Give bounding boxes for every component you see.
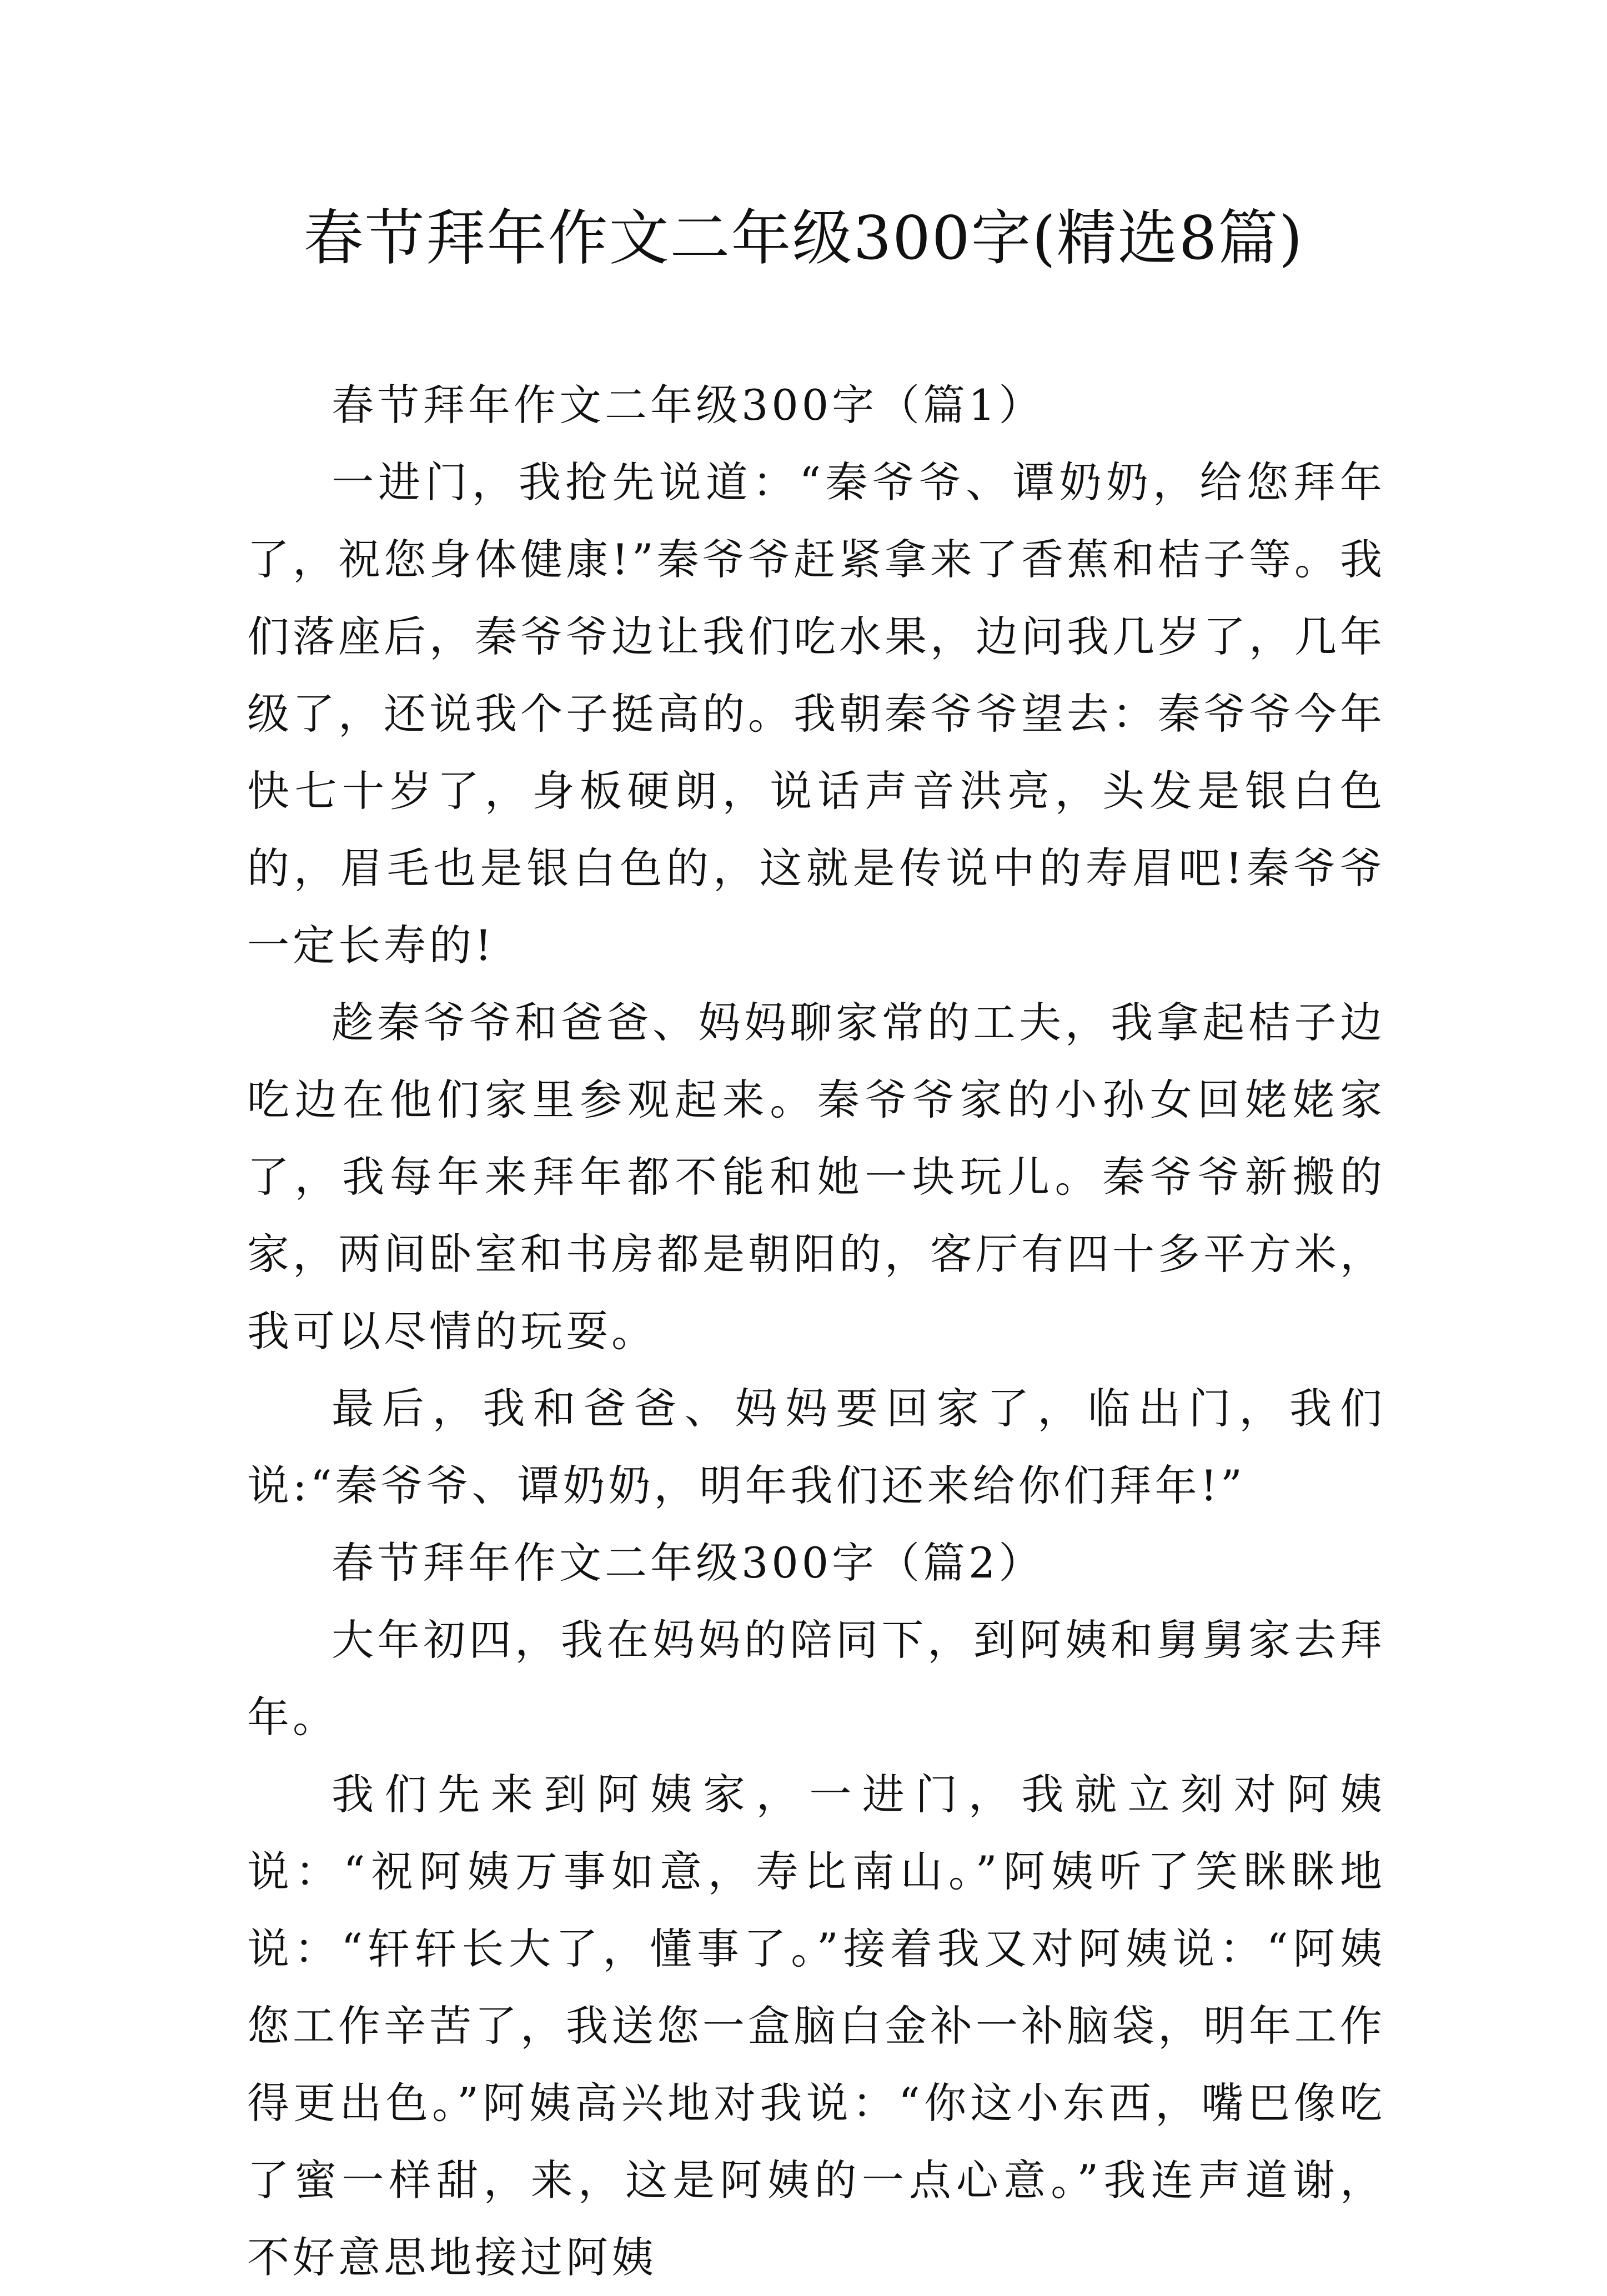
paragraph: 大年初四，我在妈妈的陪同下，到阿姨和舅舅家去拜年。 bbox=[247, 1615, 1385, 1742]
paragraph: 一进门，我抢先说道：“秦爷爷、谭奶奶，给您拜年了，祝您身体健康!”秦爷爷赶紧拿来了香蕉和桔子等。我们落座后，秦爷爷边让我们吃水果，边问我几岁了，几年级了，还说我个子挺高的。我朝秦爷爷望去：秦爷爷今年快七十岁了，身板硬朗，说话声音洪亮，头发是银白色的，眉毛也是银白色的，这就是传说中的寿眉吧!秦爷爷一定长寿的! bbox=[247, 458, 1385, 970]
section-heading-1: 春节拜年作文二年级300字（篇1） bbox=[332, 380, 1044, 430]
document-body bbox=[247, 366, 1385, 2296]
paragraph: 最后，我和爸爸、妈妈要回家了，临出门，我们说:“秦爷爷、谭奶奶，明年我们还来给你们拜年!” bbox=[247, 1384, 1385, 1510]
document-title: 春节拜年作文二年级300字(精选8篇) bbox=[303, 204, 1304, 273]
paragraph: 趁秦爷爷和爸爸、妈妈聊家常的工夫，我拿起桔子边吃边在他们家里参观起来。秦爷爷家的小孙女回姥姥家了，我每年来拜年都不能和她一块玩儿。秦爷爷新搬的家，两间卧室和书房都是朝阳的，客厅有四十多平方米，我可以尽情的玩耍。 bbox=[247, 998, 1385, 1356]
paragraph: 我们先来到阿姨家，一进门，我就立刻对阿姨说：“祝阿姨万事如意，寿比南山。”阿姨听了笑眯眯地说：“轩轩长大了，懂事了。”接着我又对阿姨说：“阿姨您工作辛苦了，我送您一盒脑白金补一补脑袋，明年工作得更出色。”阿姨高兴地对我说：“你这小东西，嘴巴像吃了蜜一样甜，来，这是阿姨的一点心意。”我连声道谢，不好意思地接过阿姨 bbox=[247, 1770, 1385, 2282]
section-heading-2: 春节拜年作文二年级300字（篇2） bbox=[332, 1538, 1044, 1587]
